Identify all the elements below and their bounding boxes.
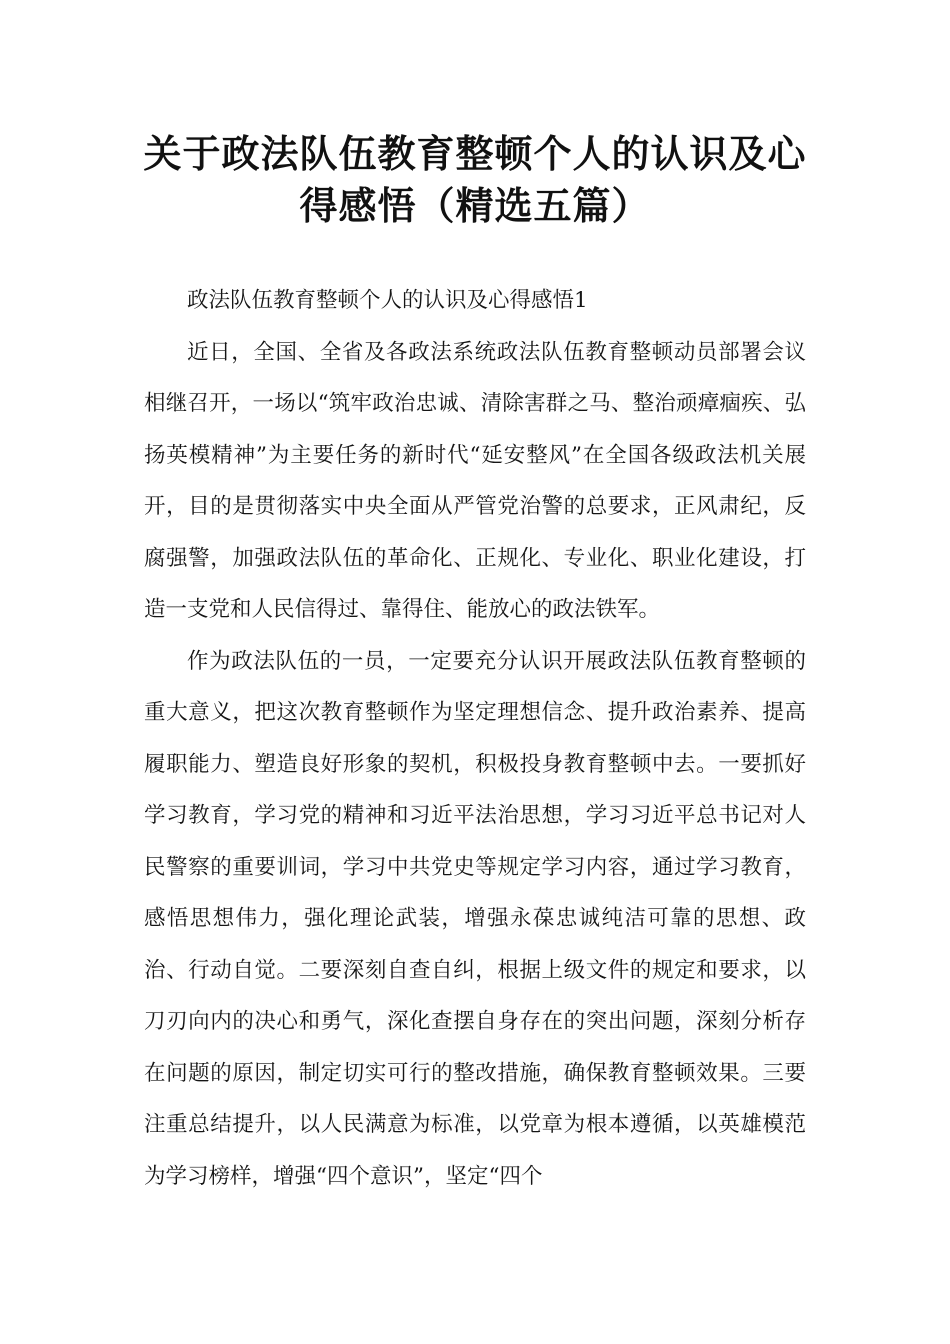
document-body [144, 275, 806, 1202]
paragraph: 近日，全国、全省及各政法系统政法队伍教育整顿动员部署会议相继召开，一场以“筑牢政治忠诚、清除害群之马、整治顽瘴痼疾、弘扬英模精神”为主要任务的新时代“延安整风”在全国各级政法机关展开，目的是贯彻落实中央全面从严管党治警的总要求，正风肃纪，反腐强警，加强政法队伍的革命化、正规化、专业化、职业化建设，打造一支党和人民信得过、靠得住、能放心的政法铁军。 [144, 339, 806, 622]
paragraph: 作为政法队伍的一员，一定要充分认识开展政法队伍教育整顿的重大意义，把这次教育整顿作为坚定理想信念、提升政治素养、提高履职能力、塑造良好形象的契机，积极投身教育整顿中去。一要抓好学习教育，学习党的精神和习近平法治思想，学习习近平总书记对人民警察的重要训词，学习中共党史等规定学习内容，通过学习教育，感悟思想伟力，强化理论武装，增强永葆忠诚纯洁可靠的思想、政治、行动自觉。二要深刻自查自纠，根据上级文件的规定和要求，以刀刃向内的决心和勇气，深化查摆自身存在的突出问题，深刻分析存在问题的原因，制定切实可行的整改措施，确保教育整顿效果。三要注重总结提升，以人民满意为标准，以党章为根本遵循，以英雄模范为学习榜样，增强“四个意识”，坚定“四个 [144, 648, 806, 1189]
section-heading: 政法队伍教育整顿个人的认识及心得感悟1 [187, 288, 588, 313]
title-line-2: 得感悟（精选五篇） [299, 184, 651, 228]
document-title [120, 128, 830, 232]
title-line-1: 关于政法队伍教育整顿个人的认识及心 [143, 132, 807, 176]
